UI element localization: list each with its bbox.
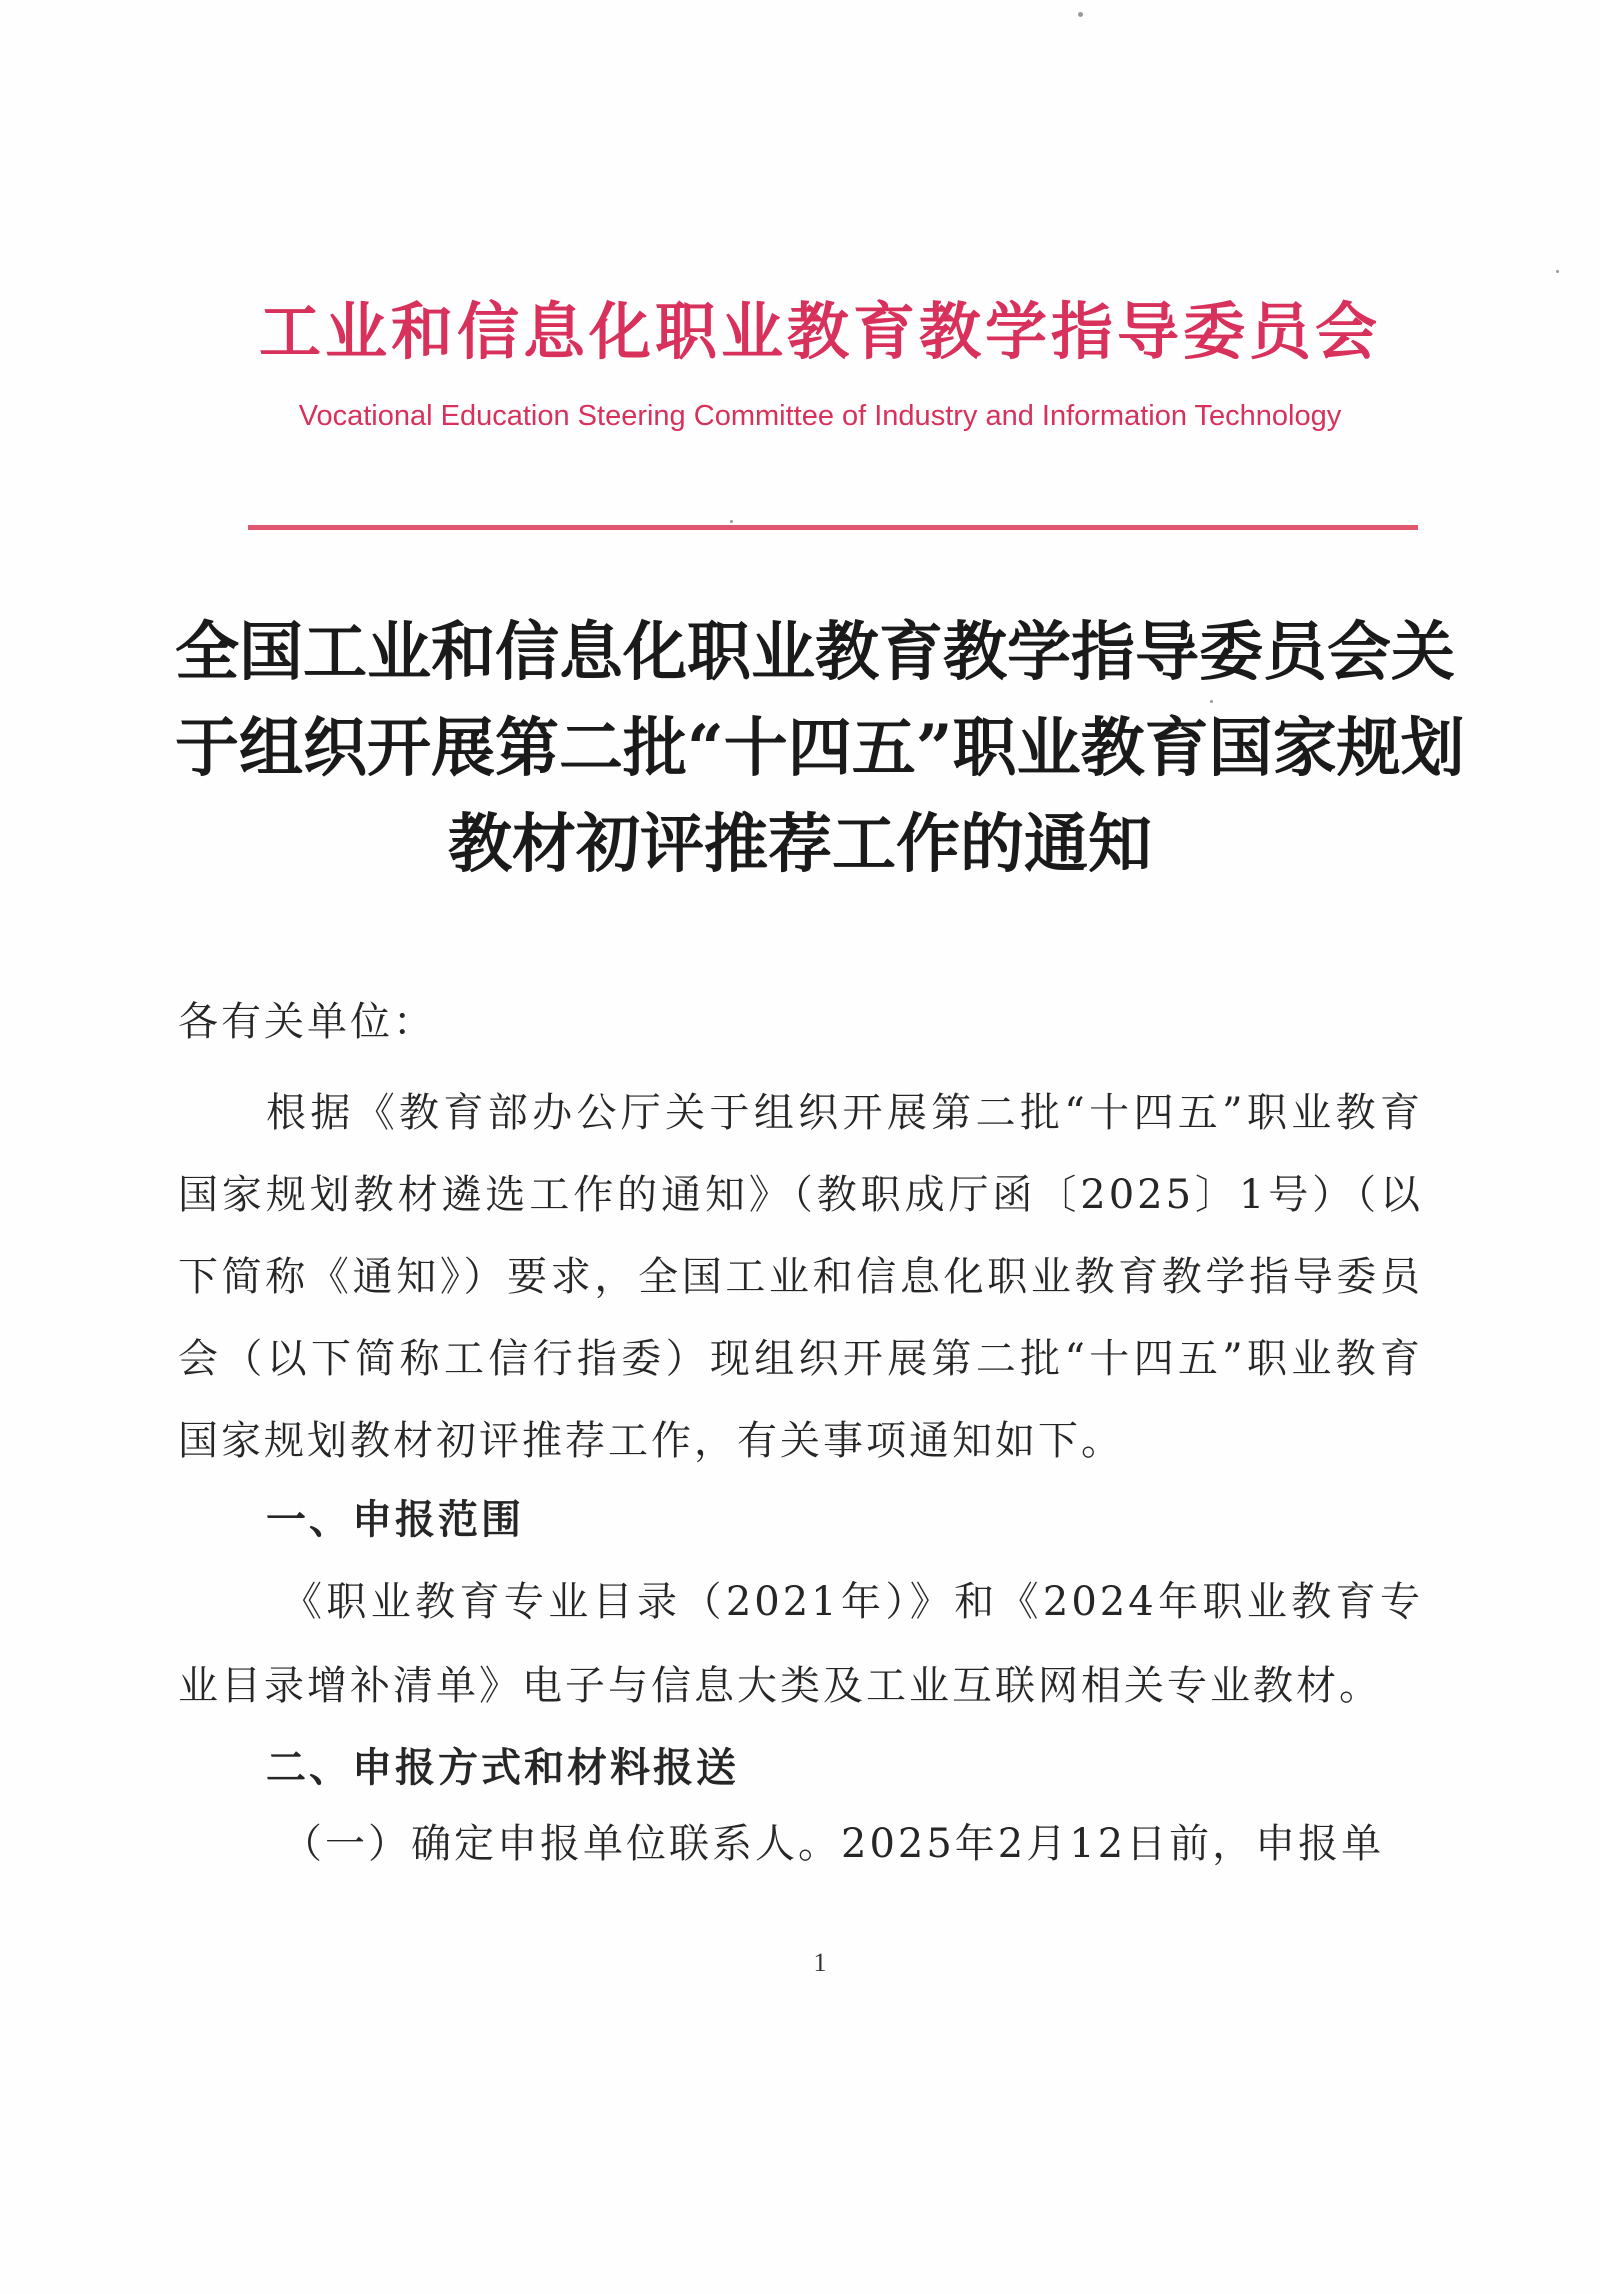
title-line-2: 于组织开展第二批“十四五”职业教育国家规划 [175,711,1465,786]
letterhead-org-name-cn: 工业和信息化职业教育教学指导委员会 [258,295,1381,368]
title-line-3: 教材初评推荐工作的通知 [448,807,1152,882]
salutation: 各有关单位： [178,999,436,1045]
title-line-1: 全国工业和信息化职业教育教学指导委员会关 [175,615,1455,690]
scan-speck [1078,12,1083,17]
section-heading-submission: 二、申报方式和材料报送 [266,1745,739,1791]
letterhead-org-name-en: Vocational Education Steering Committee of Industry and Information Technology [298,400,1342,432]
paragraph-intro: 根据《教育部办公厅关于组织开展第二批“十四五”职业教育国家规划教材遴选工作的通知》（教职成厅函〔2025〕1号）（以下简称《通知》）要求，全国工业和信息化职业教育教学指导委员会（以下简称工信行指委）现组织开展第二批“十四五”职业教育国家规划教材初评推荐工作，有关事项通知如下。 [178,1090,1423,1464]
paragraph-scope: 《职业教育专业目录（2021年）》和《2024年职业教育专业目录增补清单》电子与信息大类及工业互联网相关专业教材。 [178,1579,1423,1709]
paragraph-submission: （一）确定申报单位联系人。2025年2月12日前，申报单 [282,1821,1385,1867]
scan-speck [1556,270,1559,273]
section-heading-scope: 一、申报范围 [266,1497,524,1543]
scan-speck [1210,700,1213,703]
letterhead-divider [248,525,1418,530]
document-title [175,605,1465,893]
page-number: 1 [813,1948,827,1977]
scan-speck [730,520,733,523]
